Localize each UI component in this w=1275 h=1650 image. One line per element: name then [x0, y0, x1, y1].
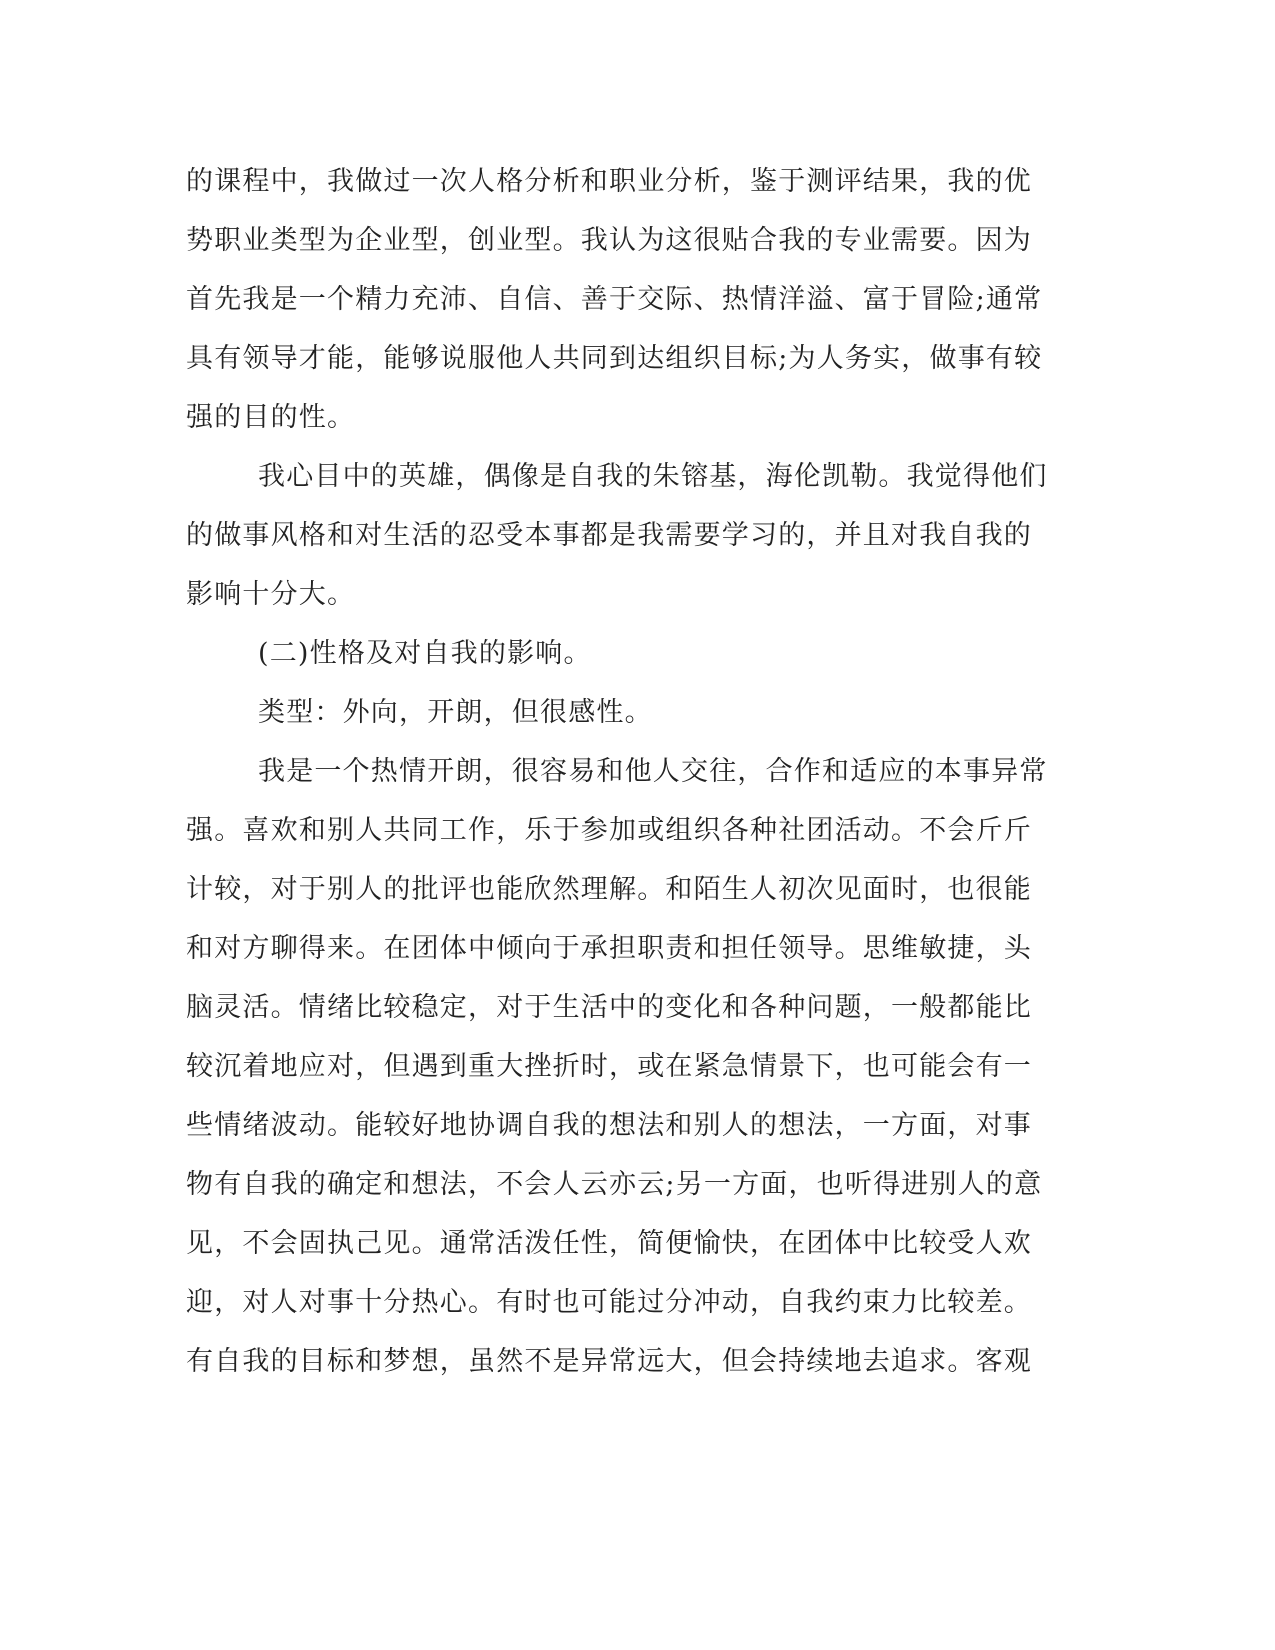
text-line: 强的目的性。: [186, 402, 356, 433]
text-line: 迎，对人对事十分热心。有时也可能过分冲动，自我约束力比较差。: [186, 1287, 1032, 1318]
text-line: 具有领导才能，能够说服他人共同到达组织目标;为人务实，做事有较: [186, 343, 1043, 374]
text-line: 的做事风格和对生活的忍受本事都是我需要学习的，并且对我自我的: [186, 520, 1032, 551]
text-line: 强。喜欢和别人共同工作，乐于参加或组织各种社团活动。不会斤斤: [186, 815, 1032, 846]
text-line: 脑灵活。情绪比较稳定，对于生活中的变化和各种问题，一般都能比: [186, 992, 1032, 1023]
text-line: 计较，对于别人的批评也能欣然理解。和陌生人初次见面时，也很能: [186, 874, 1032, 905]
paragraph-first-line: 我心目中的英雄，偶像是自我的朱镕基，海伦凯勒。我觉得他们: [258, 461, 1048, 492]
text-line: 见，不会固执己见。通常活泼任性，简便愉快，在团体中比较受人欢: [186, 1228, 1032, 1259]
text-line: 和对方聊得来。在团体中倾向于承担职责和担任领导。思维敏捷，头: [186, 933, 1032, 964]
text-line: 影响十分大。: [186, 579, 356, 610]
text-line: 有自我的目标和梦想，虽然不是异常远大，但会持续地去追求。客观: [186, 1346, 1032, 1377]
text-line: 的课程中，我做过一次人格分析和职业分析，鉴于测评结果，我的优: [186, 166, 1032, 197]
type-line: 类型：外向，开朗，但很感性。: [258, 697, 653, 728]
text-line: 首先我是一个精力充沛、自信、善于交际、热情洋溢、富于冒险;通常: [186, 284, 1043, 315]
section-heading: (二)性格及对自我的影响。: [258, 638, 592, 669]
text-line: 物有自我的确定和想法，不会人云亦云;另一方面，也听得进别人的意: [186, 1169, 1043, 1200]
text-line: 些情绪波动。能较好地协调自我的想法和别人的想法，一方面，对事: [186, 1110, 1032, 1141]
paragraph-first-line: 我是一个热情开朗，很容易和他人交往，合作和适应的本事异常: [258, 756, 1048, 787]
text-line: 较沉着地应对，但遇到重大挫折时，或在紧急情景下，也可能会有一: [186, 1051, 1032, 1082]
text-line: 势职业类型为企业型，创业型。我认为这很贴合我的专业需要。因为: [186, 225, 1032, 256]
